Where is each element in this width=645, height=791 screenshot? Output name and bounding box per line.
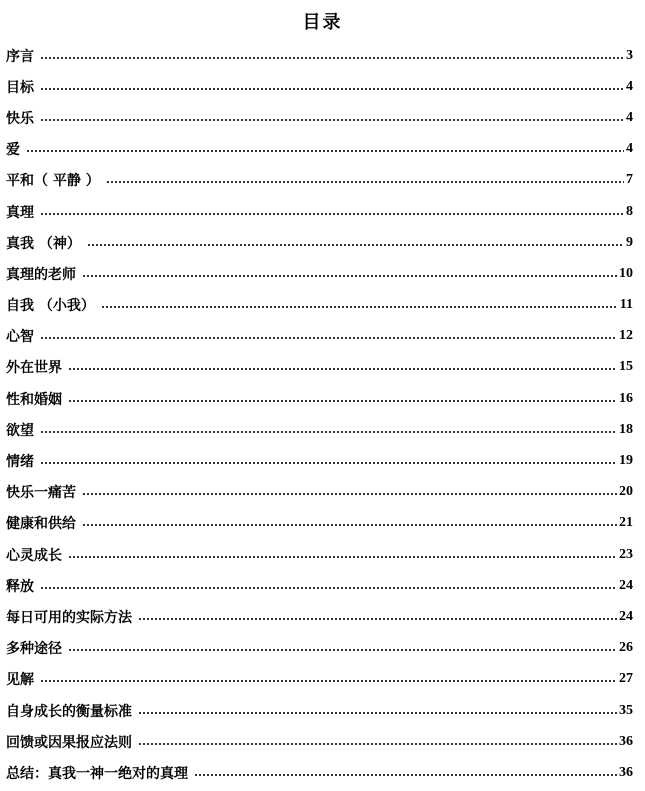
dot-leader xyxy=(40,213,624,215)
toc-entry[interactable] xyxy=(6,539,633,570)
toc-entry[interactable] xyxy=(6,102,633,133)
toc-entry-label: 情绪 xyxy=(6,454,34,471)
toc-list xyxy=(6,40,633,789)
toc-entry-label: 真我 （神） xyxy=(6,235,81,252)
toc-entry-page-number: 35 xyxy=(619,702,633,718)
dot-leader xyxy=(40,337,617,339)
toc-entry[interactable] xyxy=(6,165,633,196)
dot-leader xyxy=(40,431,617,433)
toc-entry-page-number: 18 xyxy=(619,421,633,437)
toc-entry[interactable] xyxy=(6,196,633,227)
toc-entry-page-number: 21 xyxy=(619,515,633,531)
dot-leader xyxy=(82,524,617,526)
dot-leader xyxy=(82,275,617,277)
toc-entry-label: 欲望 xyxy=(6,422,34,439)
toc-entry-page-number: 15 xyxy=(619,359,633,375)
toc-entry[interactable] xyxy=(6,414,633,445)
toc-entry-label: 心灵成长 xyxy=(6,547,62,564)
toc-entry[interactable] xyxy=(6,757,633,788)
toc-entry-page-number: 24 xyxy=(619,608,633,624)
dot-leader xyxy=(138,743,617,745)
toc-entry-page-number: 23 xyxy=(619,546,633,562)
toc-entry[interactable] xyxy=(6,664,633,695)
dot-leader xyxy=(68,400,617,402)
toc-entry-label: 释放 xyxy=(6,578,34,595)
toc-entry-page-number: 12 xyxy=(619,328,633,344)
toc-entry-page-number: 16 xyxy=(619,390,633,406)
dot-leader xyxy=(87,244,624,246)
toc-entry-page-number: 24 xyxy=(619,577,633,593)
toc-entry-label: 性和婚姻 xyxy=(6,391,62,408)
toc-entry[interactable] xyxy=(6,352,633,383)
toc-entry[interactable] xyxy=(6,570,633,601)
toc-entry-page-number: 4 xyxy=(626,109,633,125)
toc-entry[interactable] xyxy=(6,633,633,664)
toc-title: 目录 xyxy=(302,12,343,33)
toc-entry[interactable] xyxy=(6,134,633,165)
dot-leader xyxy=(40,119,624,121)
toc-entry-page-number: 20 xyxy=(619,484,633,500)
toc-entry-label: 真理 xyxy=(6,204,34,221)
toc-entry-page-number: 27 xyxy=(619,671,633,687)
toc-entry-page-number: 4 xyxy=(626,141,633,157)
toc-entry-label: 自我 （小我） xyxy=(6,298,95,315)
toc-entry-page-number: 11 xyxy=(619,297,633,313)
dot-leader xyxy=(82,493,617,495)
toc-entry[interactable] xyxy=(6,321,633,352)
dot-leader xyxy=(68,368,617,370)
toc-entry-label: 序言 xyxy=(6,48,34,65)
toc-entry-label: 多种途径 xyxy=(6,641,62,658)
toc-entry-page-number: 36 xyxy=(619,764,633,780)
toc-entry-label: 快乐 xyxy=(6,110,34,127)
dot-leader xyxy=(40,462,617,464)
toc-entry-label: 总结：真我一神一绝对的真理 xyxy=(6,765,188,782)
toc-entry-page-number: 8 xyxy=(626,203,633,219)
toc-entry-page-number: 4 xyxy=(626,78,633,94)
toc-entry-label: 回馈或因果报应法则 xyxy=(6,734,132,751)
dot-leader xyxy=(40,57,624,59)
toc-entry-page-number: 26 xyxy=(619,640,633,656)
toc-entry-page-number: 7 xyxy=(626,172,633,188)
toc-entry-page-number: 36 xyxy=(619,733,633,749)
toc-entry[interactable] xyxy=(6,383,633,414)
toc-entry-label: 每日可用的实际方法 xyxy=(6,609,132,626)
toc-entry[interactable] xyxy=(6,290,633,321)
toc-entry-label: 平和（ 平静 ） xyxy=(6,173,100,190)
toc-entry[interactable] xyxy=(6,258,633,289)
dot-leader xyxy=(138,712,617,714)
dot-leader xyxy=(138,618,617,620)
toc-entry[interactable] xyxy=(6,477,633,508)
dot-leader xyxy=(40,680,617,682)
toc-entry-page-number: 9 xyxy=(626,234,633,250)
toc-entry[interactable] xyxy=(6,227,633,258)
toc-entry[interactable] xyxy=(6,445,633,476)
dot-leader xyxy=(194,774,617,776)
dot-leader xyxy=(101,306,618,308)
dot-leader xyxy=(40,88,624,90)
dot-leader xyxy=(40,587,617,589)
toc-entry[interactable] xyxy=(6,726,633,757)
toc-entry[interactable] xyxy=(6,601,633,632)
toc-entry-label: 快乐一痛苦 xyxy=(6,485,76,502)
toc-entry-page-number: 19 xyxy=(619,453,633,469)
toc-entry-label: 外在世界 xyxy=(6,360,62,377)
toc-entry-label: 真理的老师 xyxy=(6,266,76,283)
toc-entry-label: 健康和供给 xyxy=(6,516,76,533)
toc-entry-label: 目标 xyxy=(6,79,34,96)
toc-entry[interactable] xyxy=(6,695,633,726)
toc-entry-label: 见解 xyxy=(6,672,34,689)
toc-entry[interactable] xyxy=(6,40,633,71)
toc-entry-label: 爱 xyxy=(6,142,20,159)
toc-entry-page-number: 3 xyxy=(626,47,633,63)
toc-entry[interactable] xyxy=(6,71,633,102)
toc-entry-page-number: 10 xyxy=(619,265,633,281)
dot-leader xyxy=(68,649,617,651)
dot-leader xyxy=(26,150,624,152)
toc-entry-label: 自身成长的衡量标准 xyxy=(6,703,132,720)
dot-leader xyxy=(68,556,617,558)
dot-leader xyxy=(106,181,624,183)
toc-entry-label: 心智 xyxy=(6,329,34,346)
toc-entry[interactable] xyxy=(6,508,633,539)
